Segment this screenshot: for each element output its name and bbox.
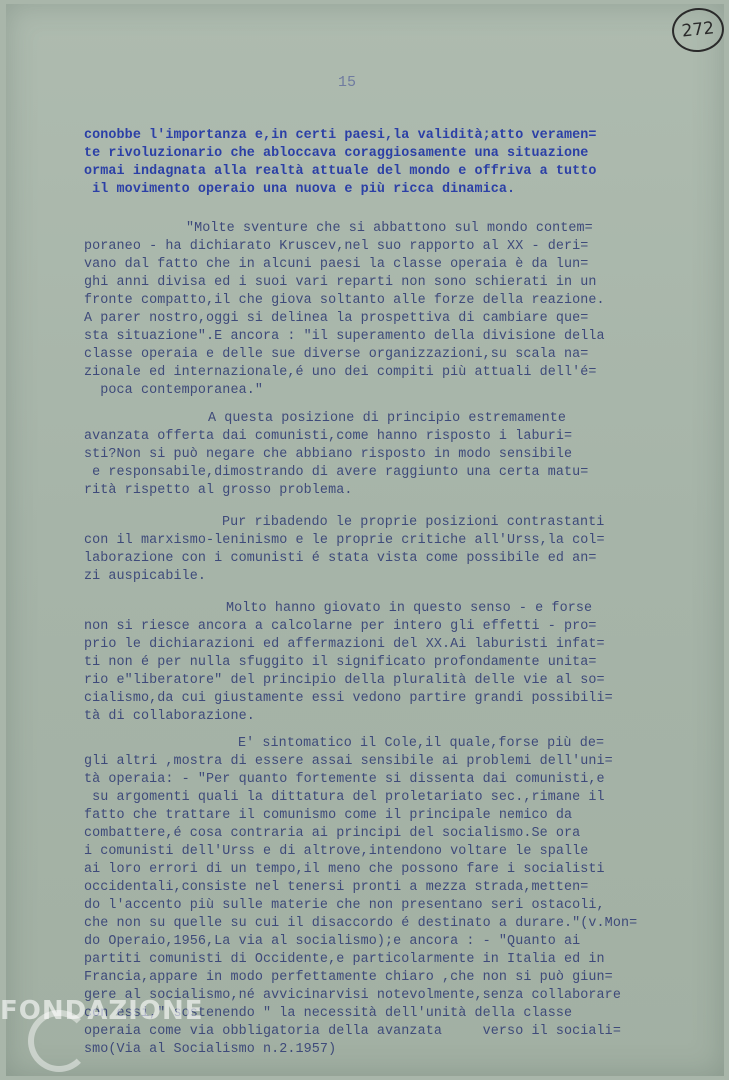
text-line: smo(Via al Socialismo n.2.1957) [84,1042,337,1057]
text-line: fatto che trattare il comunismo come il principale nemico da [84,808,573,823]
text-line: zionale ed internazionale,é uno dei compiti più attuali dell'é= [84,365,597,380]
text-line: il movimento operaio una nuova e più ricca dinamica. [84,182,516,197]
text-line: prio le dichiarazioni ed affermazioni del XX.Ai laburisti infat= [84,637,605,652]
archive-number-stamp: 272 [670,5,726,54]
text-line: classe operaia e delle sue diverse organizzazioni,su scala na= [84,347,589,362]
text-line: poraneo - ha dichiarato Kruscev,nel suo rapporto al XX - deri= [84,239,589,254]
text-line: operaia come via obbligatoria della avanzata verso il sociali= [84,1024,621,1039]
text-line: non si riesce ancora a calcolarne per intero gli effetti - pro= [84,619,597,634]
text-line: do Operaio,1956,La via al socialismo);e ancora : - "Quanto ai [84,934,581,949]
text-line: combattere,é cosa contraria ai principi del socialismo.Se ora [84,826,581,841]
text-line: te rivoluzionario che abloccava coraggiosamente una situazione [84,146,589,161]
text-line: partiti comunisti di Occidente,e particolarmente in Italia ed in [84,952,605,967]
text-line: rio e"liberatore" del principio della pluralità delle vie al so= [84,673,605,688]
text-line: A questa posizione di principio estremamente [208,411,566,426]
text-line: Francia,appare in modo perfettamente chiaro ,che non si può giun= [84,970,613,985]
text-line: che non su quelle su cui il disaccordo é destinato a durare."(v.Mon= [84,916,638,931]
text-line: vano dal fatto che in alcuni paesi la classe operaia è da lun= [84,257,589,272]
text-line: poca contemporanea." [84,383,263,398]
text-line: cialismo,da cui giustamente essi vedono partire grandi possibili= [84,691,613,706]
page-number: 15 [338,74,357,91]
text-line: tà di collaborazione. [84,709,255,724]
text-line: tà operaia: - "Per quanto fortemente si dissenta dai comunisti,e [84,772,605,787]
text-line: ghi anni divisa ed i suoi vari reparti non sono schierati in un [84,275,597,290]
watermark: FONDAZIONE [0,996,204,1026]
text-line: sta situazione".E ancora : "il superamento della divisione della [84,329,605,344]
text-line: con essi," sostenendo " la necessità dell'unità della classe [84,1006,573,1021]
text-line: "Molte sventure che si abbattono sul mondo contem= [186,221,593,236]
text-line: con il marxismo-leninismo e le proprie critiche all'Urss,la col= [84,533,605,548]
text-line: laborazione con i comunisti é stata vista come possibile ed an= [84,551,597,566]
text-line: ormai indagnata alla realtà attuale del mondo e offriva a tutto [84,164,597,179]
text-line: su argomenti quali la dittatura del proletariato sec.,rimane il [84,790,605,805]
text-line: conobbe l'importanza e,in certi paesi,la validità;atto veramen= [84,128,597,143]
text-line: Pur ribadendo le proprie posizioni contrastanti [222,515,605,530]
text-line: E' sintomatico il Cole,il quale,forse più de= [238,736,605,751]
text-line: gere al socialismo,né avvicinarvisi notevolmente,senza collaborare [84,988,621,1003]
text-line: occidentali,consiste nel tenersi pronti a mezza strada,metten= [84,880,589,895]
text-line: avanzata offerta dai comunisti,come hanno risposto i laburi= [84,429,573,444]
text-line: gli altri ,mostra di essere assai sensibile ai problemi dell'uni= [84,754,613,769]
text-line: e responsabile,dimostrando di avere raggiunto una certa matu= [84,465,589,480]
text-line: A parer nostro,oggi si delinea la prospettiva di cambiare que= [84,311,589,326]
text-line: ai loro errori di un tempo,il meno che possono fare i socialisti [84,862,605,877]
text-line: Molto hanno giovato in questo senso - e forse [226,601,593,616]
text-line: ti non é per nulla sfuggito il significato profondamente unita= [84,655,597,670]
text-line: rità rispetto al grosso problema. [84,483,353,498]
text-line: i comunisti dell'Urss e di altrove,intendono voltare le spalle [84,844,589,859]
text-line: sti?Non si può negare che abbiano risposto in modo sensibile [84,447,573,462]
text-line: do l'accento più sulle materie che non presentano seri ostacoli, [84,898,605,913]
text-line: fronte compatto,il che giova soltanto alle forze della reazione. [84,293,605,308]
text-line: zi auspicabile. [84,569,207,584]
